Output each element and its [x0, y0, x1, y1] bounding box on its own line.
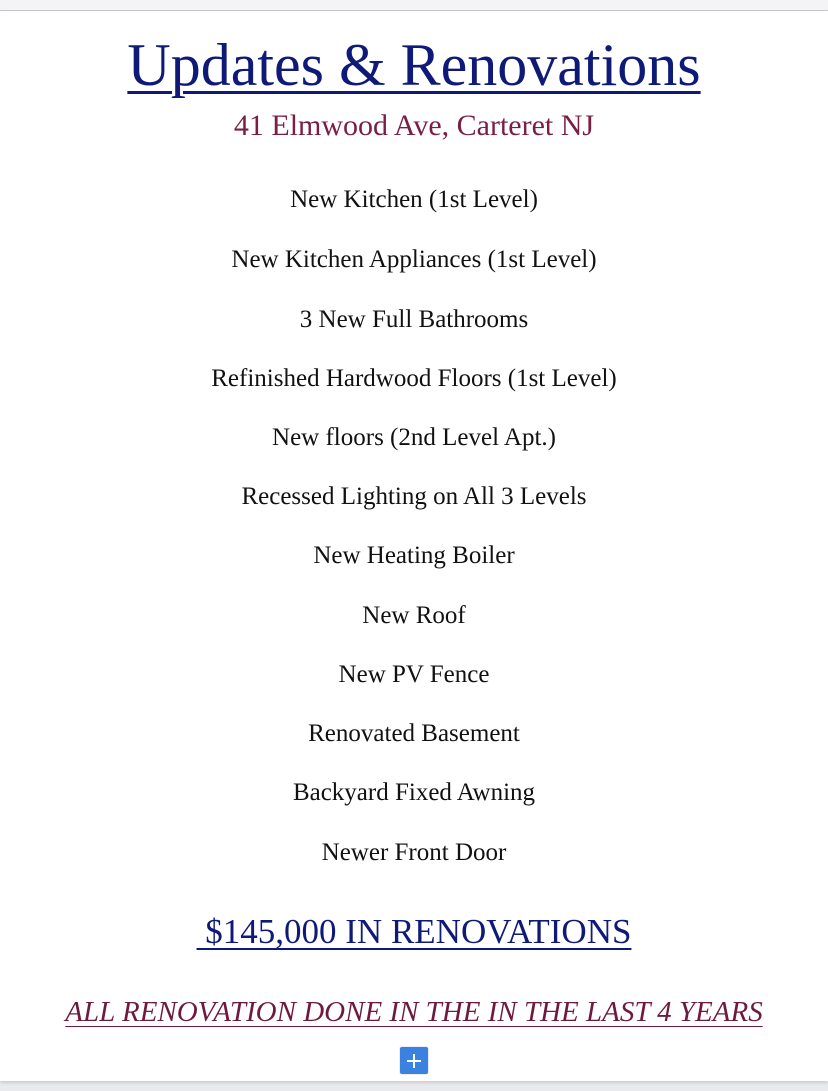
page-title-text: Updates & Renovations	[127, 32, 701, 98]
renovation-item: Renovated Basement	[308, 720, 520, 747]
top-divider	[0, 0, 828, 11]
renovation-item: New Kitchen (1st Level)	[290, 186, 538, 213]
renovation-item: New Heating Boiler	[313, 542, 515, 569]
renovation-item: Refinished Hardwood Floors (1st Level)	[211, 365, 617, 392]
renovation-item: Recessed Lighting on All 3 Levels	[241, 483, 587, 510]
renovation-item: Newer Front Door	[321, 839, 507, 866]
property-address: 41 Elmwood Ave, Carteret NJ	[233, 109, 595, 142]
renovation-total	[0, 911, 828, 953]
renovation-item: 3 New Full Bathrooms	[299, 306, 529, 333]
page-title	[0, 32, 828, 98]
add-button[interactable]	[400, 1047, 428, 1074]
renovation-item: New PV Fence	[338, 661, 490, 688]
renovation-note	[0, 995, 828, 1029]
renovation-note-text: ALL RENOVATION DONE IN THE IN THE LAST 4 YEARS	[65, 996, 763, 1028]
renovation-item: Backyard Fixed Awning	[292, 779, 536, 806]
renovation-total-text: $145,000 IN RENOVATIONS	[196, 912, 632, 951]
renovation-item: New Roof	[362, 602, 466, 629]
document-page	[0, 11, 828, 1081]
renovation-item: New Kitchen Appliances (1st Level)	[231, 246, 597, 273]
renovation-item: New floors (2nd Level Apt.)	[272, 424, 556, 451]
plus-icon	[406, 1053, 422, 1069]
